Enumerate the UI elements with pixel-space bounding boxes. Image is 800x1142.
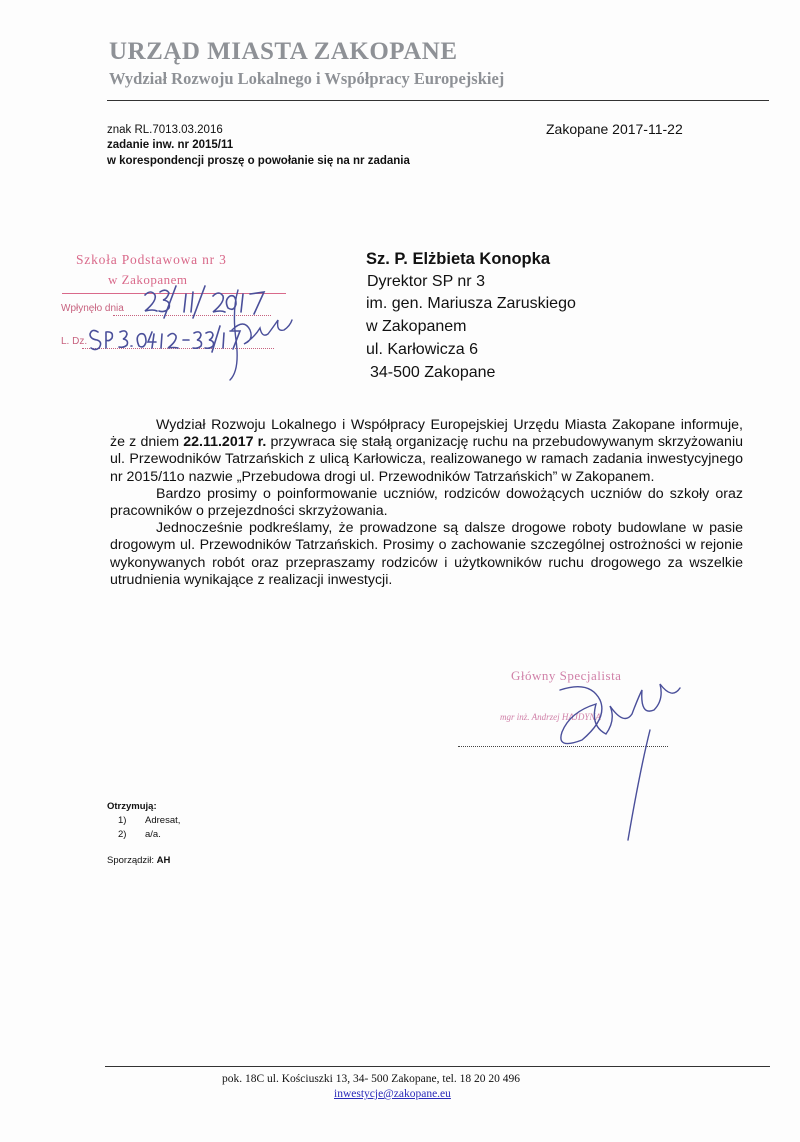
body-paragraph-1: Wydział Rozwoju Lokalnego i Współpracy Europejskiej Urzędu Miasta Zakopane informuje, że z dniem 22.11.2017 r. przywraca się stałą organizację ruchu na przebudowywanym skrzyżowaniu ul. Przewodników Tatrzańskich z ulicą Karłowicza, realizowanego w ramach zadania inwestycyjnego nr 2015/11o nazwie „Przebudowa drogi ul. Przewodników Tatrzańskich” w Zakopanem. xyxy=(110,417,743,485)
addressee-line-2: im. gen. Mariusza Zaruskiego xyxy=(366,295,576,312)
addressee-line-1: Dyrektor SP nr 3 xyxy=(367,273,485,290)
signature-scribble xyxy=(560,684,680,840)
addressee-name: Sz. P. Elżbieta Konopka xyxy=(366,250,550,268)
distribution-item-1: Adresat, xyxy=(145,815,181,826)
footer-address: pok. 18C ul. Kościuszki 13, 34- 500 Zakopane, tel. 18 20 20 496 xyxy=(222,1073,521,1085)
distribution-item-2: a/a. xyxy=(145,829,161,840)
handwritten-received-date xyxy=(145,286,264,318)
distribution-item-1-num: 1) xyxy=(118,815,127,826)
stamp-ldz-label: L. Dz. xyxy=(61,336,88,347)
letter-date: Zakopane 2017-11-22 xyxy=(546,121,683,137)
distribution-label: Otrzymują: xyxy=(107,801,157,812)
addressee-line-3: w Zakopanem xyxy=(366,318,467,335)
stamp-school-name: Szkoła Podstawowa nr 3 xyxy=(76,252,227,267)
stamp-received-label: Wpłynęło dnia xyxy=(61,303,124,314)
body-effective-date: 22.11.2017 r. xyxy=(183,434,267,451)
prepared-by: Sporządził: AH xyxy=(107,855,171,866)
stamp-ldz-dots xyxy=(82,348,274,349)
body-paragraph-3: Jednocześnie podkreślamy, że prowadzone są dalsze drogowe roboty budowlane w pasie drogowym ul. Przewodników Tatrzańskich. Prosimy o zachowanie szczególnej ostrożności w rejonie wykonywanych robót oraz przepraszamy rodziców i użytkowników ruchu drogowego za wszelkie utrudnienia wynikające z realizacji inwestycji. xyxy=(110,520,743,588)
letterhead-subtitle: Wydział Rozwoju Lokalnego i Współpracy Europejskiej xyxy=(109,69,505,88)
letterhead-divider xyxy=(107,100,769,101)
reference-note: w korespondencji proszę o powołanie się na nr zadania xyxy=(107,155,410,167)
reference-znak: znak RL.7013.03.2016 xyxy=(107,124,223,136)
distribution-item-2-num: 2) xyxy=(118,829,127,840)
signature-dots xyxy=(458,746,668,747)
addressee-line-4: ul. Karłowicza 6 xyxy=(366,341,479,358)
letterhead-title: URZĄD MIASTA ZAKOPANE xyxy=(109,38,458,65)
footer-divider xyxy=(105,1066,770,1067)
addressee-line-5: 34-500 Zakopane xyxy=(370,364,496,381)
stamp-divider xyxy=(62,293,286,294)
body-paragraph-2: Bardzo prosimy o poinformowanie uczniów, rodziców dowożących uczniów do szkoły oraz pracowników o przejezdności skrzyżowania. xyxy=(110,485,743,520)
stamp-school-town: w Zakopanem xyxy=(108,272,188,287)
signature-title: Główny Specjalista xyxy=(511,668,622,683)
stamp-received-dots xyxy=(113,315,271,316)
footer-email-link[interactable]: inwestycje@zakopane.eu xyxy=(334,1088,451,1100)
signature-name: mgr inż. Andrzej HAJDYNA xyxy=(500,712,601,722)
stamp-initials-scribble xyxy=(230,290,292,380)
letter-body xyxy=(110,417,743,589)
reference-zadanie: zadanie inw. nr 2015/11 xyxy=(107,139,234,151)
